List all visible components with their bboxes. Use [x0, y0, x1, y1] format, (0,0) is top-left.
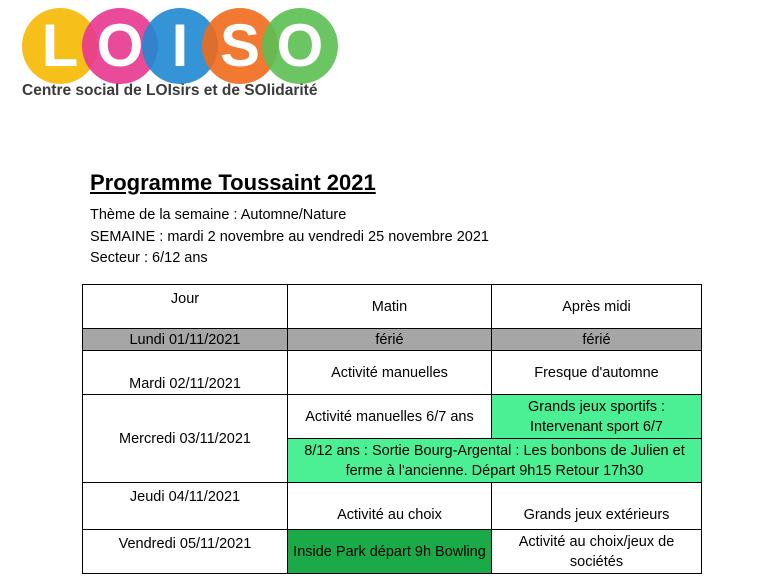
logo-letter-o2: O: [276, 12, 324, 79]
morning-cell: férié: [288, 329, 492, 351]
table-row: [83, 351, 702, 395]
table-row: [83, 530, 702, 574]
full-day-cell: 8/12 ans : Sortie Bourg-Argental : Les bonbons de Julien et ferme à l'ancienne. Départ 9h15 Retour 17h30: [288, 439, 702, 483]
morning-cell: Activité manuelles 6/7 ans: [288, 395, 492, 439]
day-cell: Mardi 02/11/2021: [83, 351, 288, 395]
logo-tagline: Centre social de LOIsirs et de SOlidarité: [22, 82, 318, 99]
morning-cell: Inside Park départ 9h Bowling: [288, 530, 492, 574]
afternoon-cell: Fresque d'automne: [492, 351, 702, 395]
table-row: [83, 395, 702, 439]
program-header: [90, 170, 489, 270]
semaine-line: SEMAINE : mardi 2 novembre au vendredi 25 novembre 2021: [90, 228, 489, 245]
morning-cell: Activité au choix: [288, 483, 492, 530]
secteur-line: Secteur : 6/12 ans: [90, 250, 208, 266]
table-row: [83, 483, 702, 530]
theme-line: Thème de la semaine : Automne/Nature: [90, 207, 347, 223]
logo-letter-s: S: [219, 12, 261, 79]
program-title: Programme Toussaint 2021: [90, 170, 376, 195]
day-cell: Vendredi 05/11/2021: [83, 530, 288, 574]
logo-letter-i: I: [171, 12, 189, 79]
loiso-logo: [22, 8, 342, 103]
logo-letter-o: O: [96, 12, 144, 79]
schedule-table: [82, 284, 702, 574]
table-row: [83, 329, 702, 351]
logo-letter-l: L: [41, 12, 79, 79]
header-apres-midi: Après midi: [492, 285, 702, 329]
day-cell: Lundi 01/11/2021: [83, 329, 288, 351]
day-cell: Jeudi 04/11/2021: [83, 483, 288, 530]
morning-cell: Activité manuelles: [288, 351, 492, 395]
afternoon-cell: Grands jeux sportifs : Intervenant sport 6/7: [492, 395, 702, 439]
afternoon-cell: Grands jeux extérieurs: [492, 483, 702, 530]
table-header-row: [83, 285, 702, 329]
day-cell: Mercredi 03/11/2021: [83, 395, 288, 483]
header-jour: Jour: [83, 285, 288, 329]
afternoon-cell: férié: [492, 329, 702, 351]
header-matin: Matin: [288, 285, 492, 329]
afternoon-cell: Activité au choix/jeux de sociétés: [492, 530, 702, 574]
